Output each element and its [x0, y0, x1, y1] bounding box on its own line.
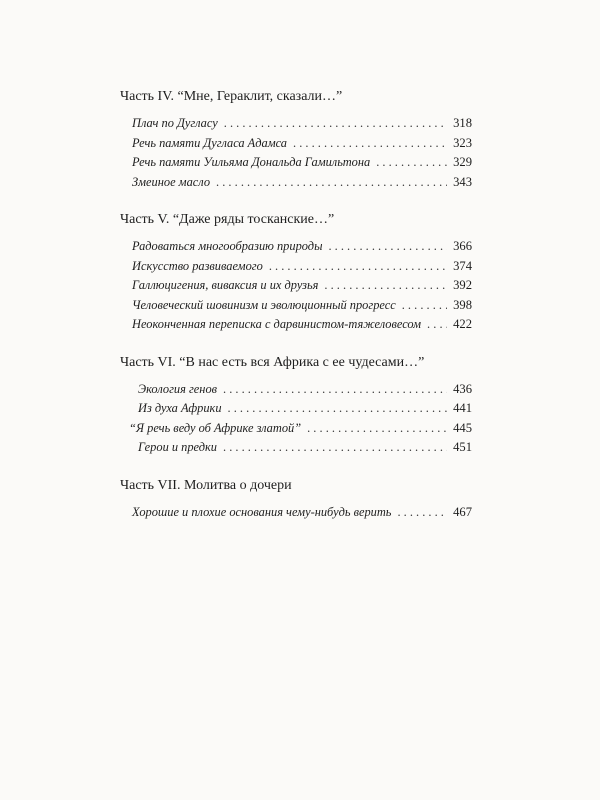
entry-title: Хорошие и плохие основания чему-нибудь верить	[132, 504, 392, 519]
entry-page: 398	[453, 297, 472, 312]
leader-dots	[223, 380, 447, 400]
entry-title: Речь памяти Уильяма Дональда Гамильтона	[132, 155, 371, 169]
table-of-contents	[120, 88, 472, 541]
entry-title: Радоваться многообразию природы	[132, 239, 323, 253]
toc-entry	[120, 173, 472, 193]
entry-title: Искусство развиваемого	[132, 258, 263, 273]
toc-entry	[120, 237, 472, 257]
leader-dots	[269, 257, 447, 277]
toc-part-4	[120, 88, 472, 192]
toc-part-5	[120, 211, 472, 335]
toc-entry	[120, 399, 472, 419]
entry-page: 343	[453, 174, 472, 189]
entry-title: Речь памяти Дугласа Адамса	[132, 135, 287, 150]
entry-page: 318	[453, 116, 472, 130]
leader-dots	[328, 237, 447, 257]
entry-page: 329	[453, 155, 472, 169]
entry-page: 467	[453, 504, 472, 519]
toc-entry	[120, 134, 472, 154]
part-title: Часть VII. Молитва о дочери	[120, 477, 292, 493]
toc-entry	[120, 503, 472, 523]
entry-page: 323	[453, 135, 472, 150]
entry-page: 392	[453, 278, 472, 292]
leader-dots	[223, 438, 447, 458]
entry-page: 445	[453, 420, 472, 435]
leader-dots	[307, 419, 447, 439]
entry-title: Галлюцигения, виваксия и их друзья	[132, 278, 319, 292]
entry-page: 451	[453, 440, 472, 454]
entry-title: Герои и предки	[138, 440, 217, 454]
toc-entry	[120, 380, 472, 400]
part-title: Часть IV. “Мне, Гераклит, сказали…”	[120, 89, 343, 104]
entry-page: 441	[453, 401, 472, 415]
entry-page: 366	[453, 239, 472, 253]
part-title: Часть V. “Даже ряды тосканские…”	[120, 212, 335, 227]
toc-part-6	[120, 354, 472, 458]
leader-dots	[402, 296, 447, 316]
part-title: Часть VI. “В нас есть вся Африка с ее чудесами…”	[120, 354, 425, 370]
entry-title: “Я речь веду об Африке златой”	[129, 420, 302, 435]
entry-title: Змеиное масло	[132, 174, 211, 189]
leader-dots	[324, 276, 447, 296]
leader-dots	[397, 503, 447, 523]
entry-title: Неоконченная переписка с дарвинистом-тяжеловесом	[132, 317, 422, 331]
toc-entry	[120, 153, 472, 173]
toc-entry	[120, 114, 472, 134]
entry-title: Человеческий шовинизм и эволюционный прогресс	[132, 297, 396, 312]
entry-title: Плач по Дугласу	[132, 116, 218, 130]
toc-entry	[120, 276, 472, 296]
toc-part-7	[120, 477, 472, 523]
entry-title: Из духа Африки	[138, 401, 222, 415]
entry-title: Экология генов	[138, 381, 218, 396]
leader-dots	[224, 114, 447, 134]
entry-page: 436	[453, 381, 472, 396]
leader-dots	[293, 134, 447, 154]
entry-page: 374	[453, 258, 472, 273]
entry-page: 422	[453, 317, 472, 331]
toc-entry	[120, 315, 472, 335]
toc-entry	[120, 296, 472, 316]
leader-dots	[228, 399, 448, 419]
leader-dots	[376, 153, 447, 173]
leader-dots	[427, 315, 447, 335]
toc-entry	[120, 419, 472, 439]
toc-entry	[120, 257, 472, 277]
toc-entry	[120, 438, 472, 458]
leader-dots	[216, 173, 447, 193]
